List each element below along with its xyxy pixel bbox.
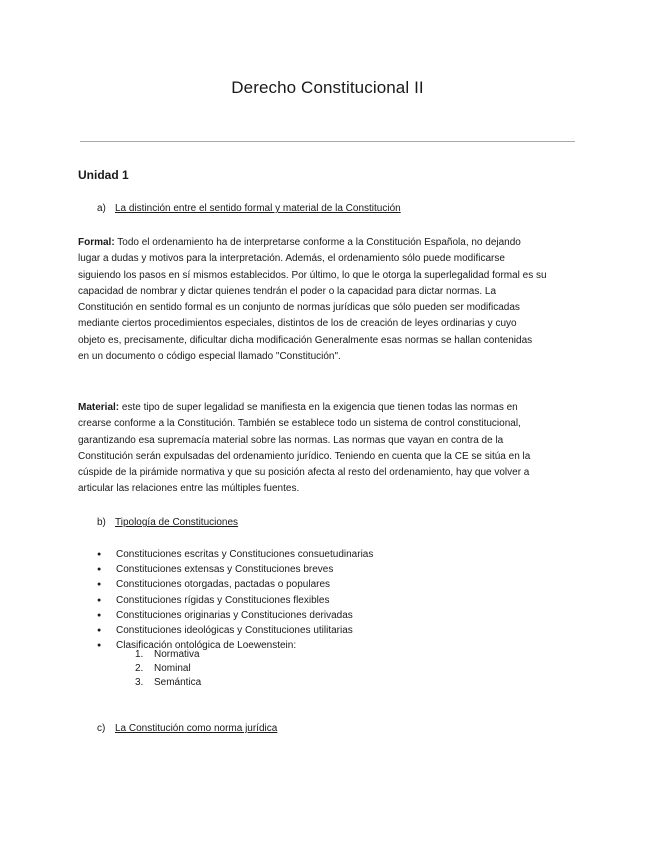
list-number: 2. xyxy=(135,663,144,675)
bullet-icon: ● xyxy=(97,627,102,635)
list-item-text: Nominal xyxy=(154,663,191,675)
formal-line-6: mediante ciertos procedimientos especiales, distintos de los de creación de leyes ordinarias y cuyo xyxy=(78,318,517,330)
list-number: 1. xyxy=(135,649,144,660)
material-line-4: Constitución serán expulsadas del ordenamiento jurídico. Teniendo en cuenta que la CE se sitúa en la xyxy=(78,450,531,462)
section-a-heading xyxy=(97,203,401,214)
section-b-heading xyxy=(97,517,238,528)
list-item xyxy=(97,624,373,639)
list-item-text: Constituciones extensas y Constituciones breves xyxy=(116,564,334,576)
bullet-icon: ● xyxy=(97,566,102,574)
list-item xyxy=(97,578,373,593)
material-line-3: garantizando esa supremacía material sobre las normas. Las normas que vayan en contra de la xyxy=(78,434,504,446)
formal-line-1 xyxy=(78,235,578,251)
bullet-icon: ● xyxy=(97,596,102,604)
formal-line-1-text: Todo el ordenamiento ha de interpretarse conforme a la Constitución Española, no dejando xyxy=(114,237,521,248)
bullet-icon: ● xyxy=(97,551,102,558)
list-number: 3. xyxy=(135,677,144,689)
list-item xyxy=(135,676,201,690)
loewenstein-list xyxy=(135,648,201,691)
list-item-text: Semántica xyxy=(154,677,202,689)
material-line-2: crearse conforme a la Constitución. También se establece todo un sistema de control constitucional, xyxy=(78,418,521,430)
unit-heading: Unidad 1 xyxy=(78,168,129,182)
section-a-marker: a) xyxy=(97,203,106,214)
typology-list xyxy=(97,548,373,654)
list-item-text: Constituciones ideológicas y Constituciones utilitarias xyxy=(116,625,353,637)
list-item xyxy=(135,662,201,676)
list-item-text: Constituciones otorgadas, pactadas o populares xyxy=(116,579,331,591)
list-item-text: Constituciones escritas y Constituciones consuetudinarias xyxy=(116,549,374,560)
formal-line-7: objeto es, precisamente, dificultar dicha modificación Generalmente esas normas se hallan contenidas xyxy=(78,334,533,346)
list-item-text: Constituciones rígidas y Constituciones flexibles xyxy=(116,594,330,606)
document-title: Derecho Constitucional II xyxy=(231,78,424,97)
formal-paragraph xyxy=(78,235,578,365)
section-c-marker: c) xyxy=(97,723,106,734)
list-item xyxy=(97,563,373,578)
material-line-6: articular las relaciones entre las múltiples fuentes. xyxy=(78,483,300,495)
material-line-1 xyxy=(78,400,578,416)
list-item-text: Normativa xyxy=(154,649,200,660)
formal-line-5: Constitución en sentido formal es un conjunto de normas jurídicas que sólo pueden ser modificadas xyxy=(78,302,520,314)
list-item xyxy=(97,609,373,624)
list-item xyxy=(97,548,373,563)
formal-line-4: capacidad de nombrar y dictar quienes tendrán el poder o la capacidad para dictar normas. La xyxy=(78,285,497,297)
list-item xyxy=(135,648,201,662)
bullet-icon: ● xyxy=(97,611,102,619)
material-line-5: cúspide de la pirámide normativa y que su posición afecta al resto del ordenamiento, hay que volver a xyxy=(78,467,530,479)
formal-line-2: lugar a dudas y motivos para la interpretación. Además, el ordenamiento sólo puede modificarse xyxy=(78,253,505,265)
section-a-title: La distinción entre el sentido formal y material de la Constitución xyxy=(115,203,401,214)
formal-lead: Formal: xyxy=(78,237,115,248)
material-paragraph xyxy=(78,400,578,498)
bullet-icon: ● xyxy=(97,642,102,650)
section-b-marker: b) xyxy=(97,517,106,528)
material-lead: Material: xyxy=(78,402,120,413)
formal-line-3: siguiendo los pasos en sí mismos establecidos. Por último, lo que le otorga la superlegalidad formal es su xyxy=(78,269,547,281)
list-item-text: Clasificación ontológica de Loewenstein: xyxy=(116,640,297,652)
bullet-icon: ● xyxy=(97,581,102,589)
section-b-title: Tipología de Constituciones xyxy=(115,517,239,528)
formal-line-8: en un documento o código especial llamado "Constitución". xyxy=(78,351,341,363)
section-c-title: La Constitución como norma jurídica xyxy=(115,723,278,734)
section-c-heading xyxy=(97,723,277,734)
title-divider xyxy=(80,141,575,142)
list-item xyxy=(97,594,373,609)
list-item-text: Constituciones originarias y Constituciones derivadas xyxy=(116,609,353,621)
material-line-1-text: este tipo de super legalidad se manifiesta en la exigencia que tienen todas las normas en xyxy=(119,402,518,413)
